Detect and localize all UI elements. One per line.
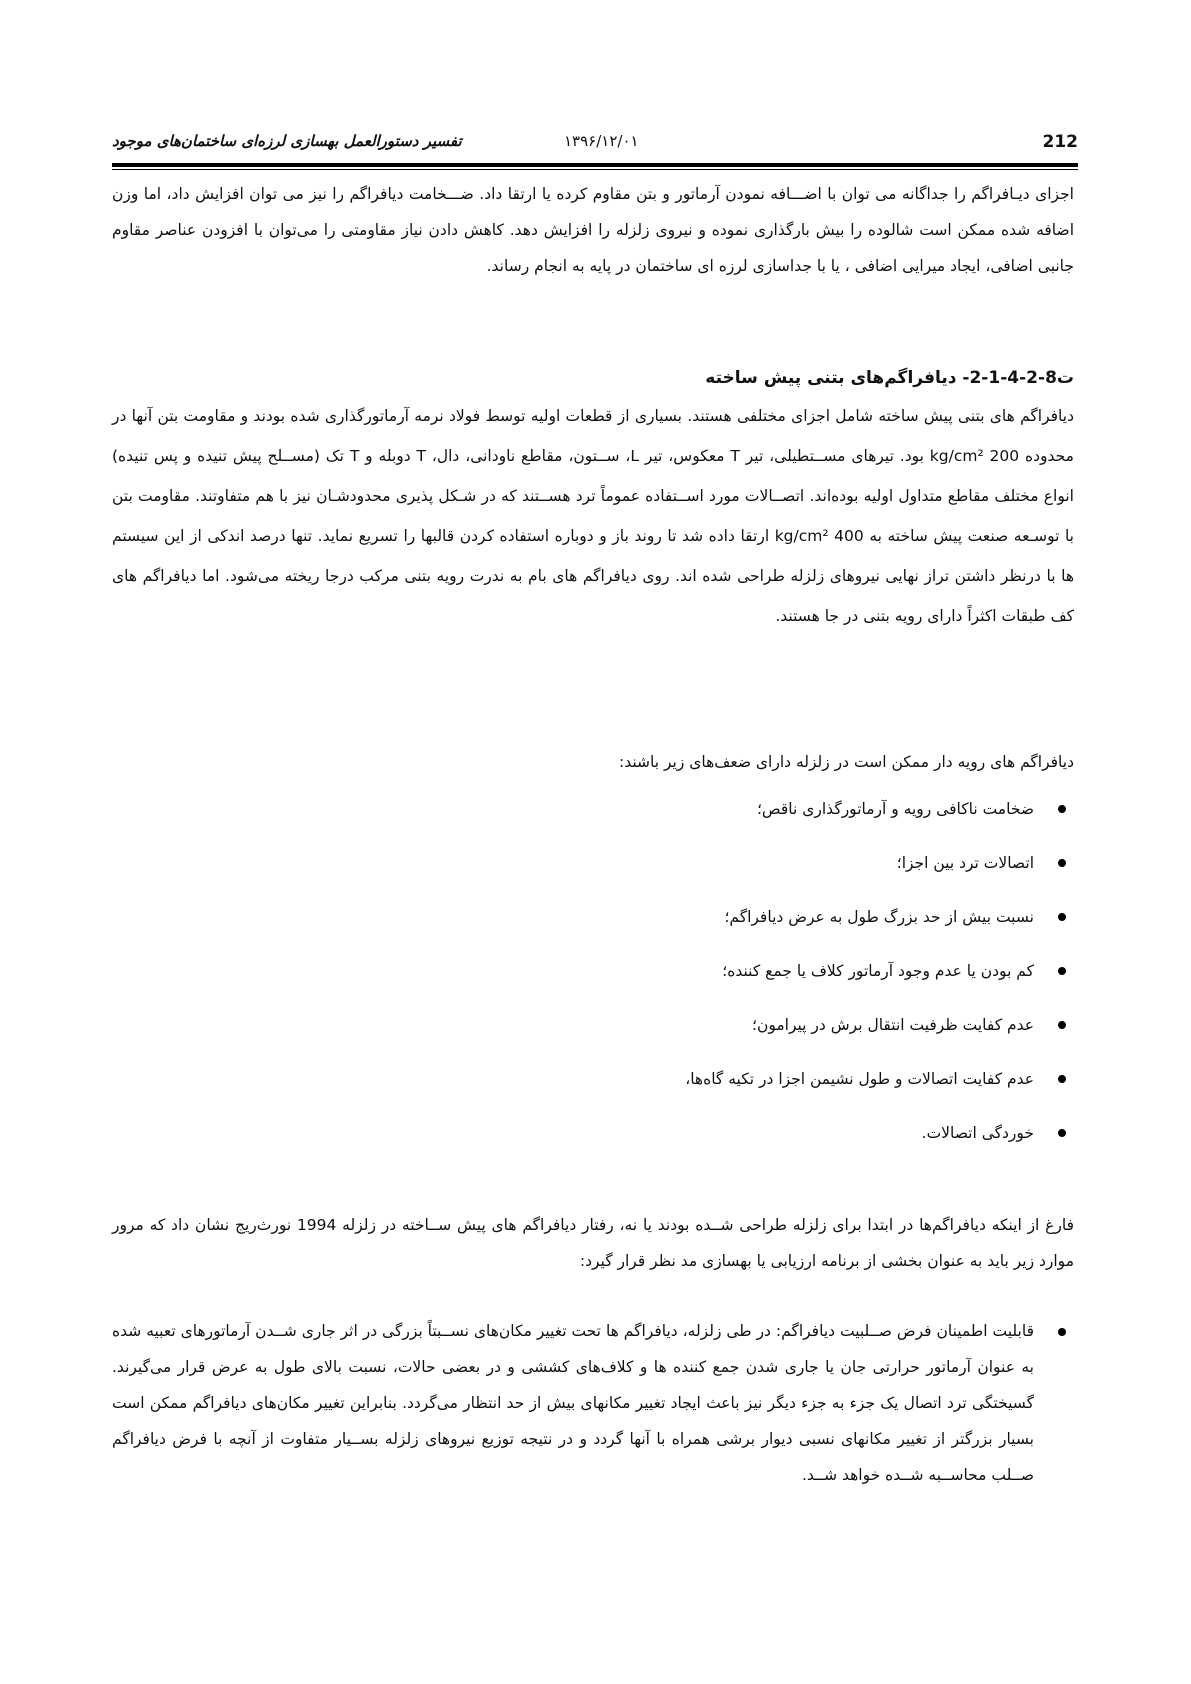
list-item: نسبت بیش از حد بزرگ طول به عرض دیافراگم؛ [685,890,1074,944]
weakness-list [685,782,1074,1160]
list-item: خوردگی اتصالات. [685,1106,1074,1160]
header-rule-thin [112,169,1078,170]
list-item: اتصالات ترد بین اجزا؛ [685,836,1074,890]
paragraph-intro: اجزای دیـافراگم را جداگانه می توان با اضـــافه نمودن آرماتور و بتن مقاوم کرده یا ارتقا داد. ضـــخامت دیافراگم را نیز می توان افزایش داد، اما وزن اضافه شده ممکن است شالوده را بیش بارگذاری نموده و نیروی زلزله را افزایش دهد. کاهش دادن نیاز مقاومتی را می‌توان با افزودن عناصر مقاوم جانبی اضافی، ایجاد میرایی اضافی ، یا با جداسازی لرزه ای ساختمان در پایه به انجام رساند. [112,185,1074,275]
bullet-icon [1058,1075,1066,1083]
header-rule-thick [112,163,1078,167]
list-intro: دیافراگم های رویه دار ممکن است در زلزله دارای ضعف‌های زیر باشند: [619,753,1074,771]
bullet-icon [1058,805,1066,813]
bullet-icon [1058,1129,1066,1137]
list-item: عدم کفایت اتصالات و طول نشیمن اجزا در تکیه گاه‌ها، [685,1052,1074,1106]
bullet-icon [1058,859,1066,867]
bullet-icon [1058,1328,1066,1336]
list-item: ضخامت ناکافی رویه و آرماتورگذاری ناقص؛ [685,782,1074,836]
bullet-icon [1058,1021,1066,1029]
review-list [112,1313,1074,1493]
bullet-icon [1058,967,1066,975]
bullet-icon [1058,913,1066,921]
list-item [112,1313,1074,1493]
list-item: عدم کفایت ظرفیت انتقال برش در پیرامون؛ [685,998,1074,1052]
page-number: 212 [1042,132,1078,152]
list-item: کم بودن یا عدم وجود آرماتور کلاف یا جمع کننده؛ [685,944,1074,998]
running-title: تفسیر دستورالعمل بهسازی لرزه‌ای ساختمان‌های موجود [112,132,462,150]
paragraph-precast: دیافراگم های بتنی پیش ساخته شامل اجزای مختلفی هستند. بسیاری از قطعات اولیه توسط فولاد نرمه آرماتورگذاری شده بودند و مقاومت بتن آنها در محدوده 200 kg/cm² بود. تیرهای مســتطیلی، تیر T معکوس، تیر L، ســتون، مقاطع ناودانی، دال، T دوبله و T تک (مســلح پیش تنیده و پس تنیده) انواع مختلف مقاطع متداول اولیه بوده‌اند. اتصــالات مورد اســتفاده عموماً ترد هســتند که در شـکل پذیری محدودشـان نیز با هم متفاوتند. مقاومت بتن با توسـعه صنعت پیش ساخته به 400 kg/cm² ارتقا داده شد تا روند باز و دوباره استفاده کردن قالبها را تسریع نماید. تنها درصد اندکی از این سیستم ها با درنظر داشتن تراز نهایی نیروهای زلزله طراحی شده اند. روی دیافراگم های بام به ندرت رویه بتنی مرکب درجا ریخته می‌شود. اما دیافراگم های کف طبقات اکثراً دارای رویه بتنی در جا هستند. [112,407,1074,625]
section-heading: ت8-2-4-1-2- دیافراگم‌های بتنی پیش ساخته [705,368,1074,388]
header-date: ۱۳۹۶/۱۲/۰۱ [564,132,639,150]
review-item-text: قابلیت اطمینان فرض صــلبیت دیافراگم: در طی زلزله، دیافراگم ها تحت تغییر مکان‌های نســبتاً بزرگی در اثر جاری شــدن آرماتورهای تعبیه شده به عنوان آرماتور حرارتی جان یا جاری شدن جمع کننده ها و کلاف‌های کششی و در بعضی حالات، نسبت بالای طول به عرض قرار می‌گیرند. گسیختگی ترد اتصال یک جزء به جزء دیگر نیز باعث ایجاد تغییر مکانهای بیش از حد انتظار می‌گردد. بنابراین تغییر مکان‌های دیافراگم ممکن است بسیار بزرگتر از تغییر مکانهای نسبی دیوار برشی همراه با آنها گردد و در نتیجه توزیع نیروهای زلزله بســیار متفاوت از آنچه با فرض دیافراگم صــلب محاســبه شــده خواهد شــد. [112,1322,1034,1484]
page-header [112,124,1078,160]
paragraph-northridge: فارغ از اینکه دیافراگم‌ها در ابتدا برای زلزله طراحی شــده بودند یا نه، رفتار دیافراگم های پیش ســاخته در زلزله 1994 نورث‌ریج نشان داد که مرور موارد زیر باید به عنوان بخشی از برنامه ارزیابی یا بهسازی مد نظر قرار گیرد: [112,1216,1075,1270]
